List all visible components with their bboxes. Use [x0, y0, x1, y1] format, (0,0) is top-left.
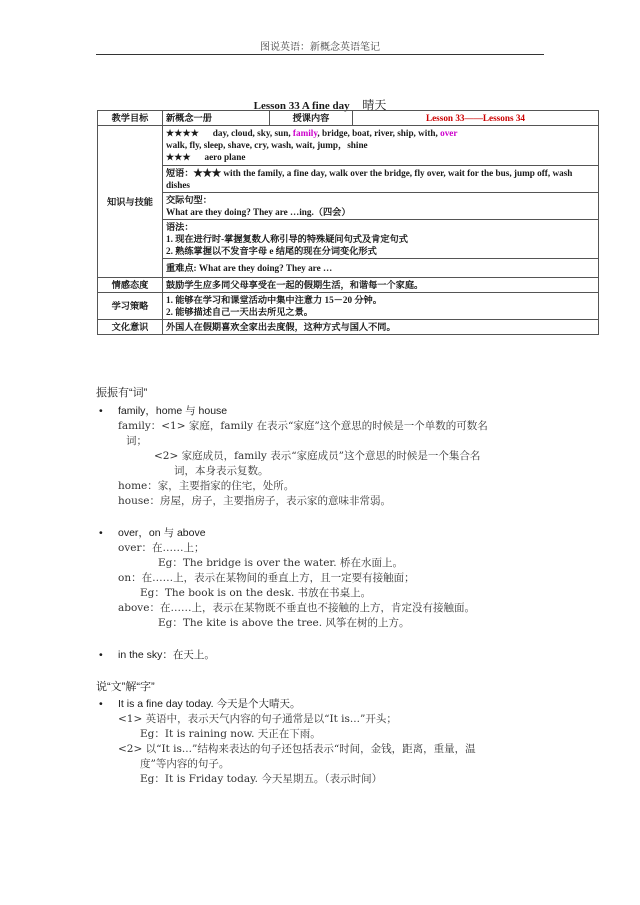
row-label: 情感态度: [98, 278, 163, 293]
key-cell: 重难点: What are they doing? They are …: [163, 259, 599, 278]
example-line: Eg：The bridge is over the water. 桥在水面上。: [158, 557, 403, 569]
table-row: [98, 193, 599, 220]
vocab-over: over: [440, 128, 458, 138]
table-row: [98, 259, 599, 278]
note-line: <2> 以“It is...”结构来表达的句子还包括表示“时间，金钱，距离，重量，温: [118, 743, 476, 755]
grammar-label: 语法：: [166, 222, 194, 232]
vocab-text: , bridge, boat, river, ship, with,: [317, 128, 441, 138]
notes-section: [96, 386, 556, 787]
sentence-label: 交际句型：: [166, 195, 212, 205]
note-line: above：在……上，表示在某物既不垂直也不接触的上方，肯定没有接触面。: [118, 602, 475, 614]
bullet-item: • It is a fine day today. 今天是个大晴天。: [96, 697, 556, 712]
note-line: 度”等内容的句子。: [140, 758, 230, 770]
example-line: Eg：It is Friday today. 今天星期五。（表示时间）: [140, 773, 383, 785]
strategy-item: 1. 能够在学习和课堂活动中集中注意力 15－20 分钟。: [166, 295, 382, 305]
strategy-item: 2. 能够描述自己一天出去所见之景。: [166, 307, 313, 317]
phrases-cell: 短语：★★★ with the family, a fine day, walk over the bridge, fly over, wait for the bus, jump off, wash dishes: [163, 166, 599, 193]
note-line: home：家，主要指家的住宅，处所。: [118, 480, 295, 492]
culture-cell: 外国人在假期喜欢全家出去度假，这种方式与国人不同。: [163, 320, 599, 335]
page-header: 图说英语：新概念英语笔记: [260, 42, 380, 53]
lesson-plan-table: [97, 110, 599, 335]
example-line: Eg：It is raining now. 天正在下雨。: [140, 728, 321, 740]
table-row: [98, 166, 599, 193]
attitude-cell: 鼓励学生应多同父母享受在一起的假期生活，和谐每一个家庭。: [163, 278, 599, 293]
grammar-item: 2. 熟练掌握以不发音字母 e 结尾的现在分词变化形式: [166, 246, 377, 256]
note-line: 词，本身表示复数。: [174, 465, 269, 477]
row-label: 学习策略: [98, 293, 163, 320]
table-row: [98, 111, 599, 126]
row-label: 文化意识: [98, 320, 163, 335]
vocab-text: aero plane: [204, 152, 246, 162]
bullet-item: • family，home 与 house: [96, 404, 556, 419]
content-label-cell: 授课内容: [270, 111, 353, 126]
vocab-family: family: [292, 128, 318, 138]
table-row: [98, 320, 599, 335]
bullet-item: • in the sky：在天上。: [96, 648, 556, 663]
vocab-text: day, cloud, sky, sun,: [212, 128, 293, 138]
content-cell: Lesson 33——Lessons 34: [353, 111, 599, 126]
table-row: [98, 126, 599, 166]
lesson-title-en: Lesson 33 A fine day: [253, 100, 350, 112]
note-line: over：在……上；: [118, 542, 205, 554]
table-row: [98, 293, 599, 320]
strategy-cell: [163, 293, 599, 320]
vocab-text: walk, fly, sleep, shave, cry, wash, wait, jump，shine: [166, 140, 368, 150]
vocab-cell: [163, 126, 599, 166]
example-line: Eg：The kite is above the tree. 风筝在树的上方。: [158, 617, 410, 629]
lesson-title-zh: 晴天: [362, 98, 387, 112]
note-line: family：<1> 家庭，family 在表示“家庭”这个意思的时候是一个单数的可数名: [118, 420, 488, 432]
note-line: 词；: [126, 435, 147, 447]
row-label: 教学目标: [98, 111, 163, 126]
stars-3: ★★★: [166, 152, 191, 162]
note-line: <1> 英语中，表示天气内容的句子通常是以“It is...”开头；: [118, 713, 397, 725]
stars-4: ★★★★: [166, 128, 199, 138]
section-title: 说“文”解“字”: [96, 681, 155, 693]
bullet-item: • over，on 与 above: [96, 526, 556, 541]
sentence-text: What are they doing? They are …ing.（四会）: [166, 207, 351, 217]
row-label: 知识与技能: [98, 126, 163, 278]
example-line: Eg：The book is on the desk. 书放在书桌上。: [140, 587, 372, 599]
grammar-item: 1. 现在进行时-掌握复数人称引导的特殊疑问句式及肯定句式: [166, 234, 408, 244]
sentence-cell: [163, 193, 599, 220]
note-line: on：在……上，表示在某物间的垂直上方，且一定要有接触面；: [118, 572, 415, 584]
table-row: [98, 278, 599, 293]
header-rule: [96, 54, 544, 55]
section-title: 振振有“词”: [96, 387, 148, 399]
note-line: house：房屋，房子，主要指房子，表示家的意味非常弱。: [118, 495, 391, 507]
table-row: [98, 220, 599, 259]
note-line: <2> 家庭成员，family 表示“家庭成员”这个意思的时候是一个集合名: [154, 450, 481, 462]
book-cell: 新概念一册: [163, 111, 270, 126]
grammar-cell: [163, 220, 599, 259]
